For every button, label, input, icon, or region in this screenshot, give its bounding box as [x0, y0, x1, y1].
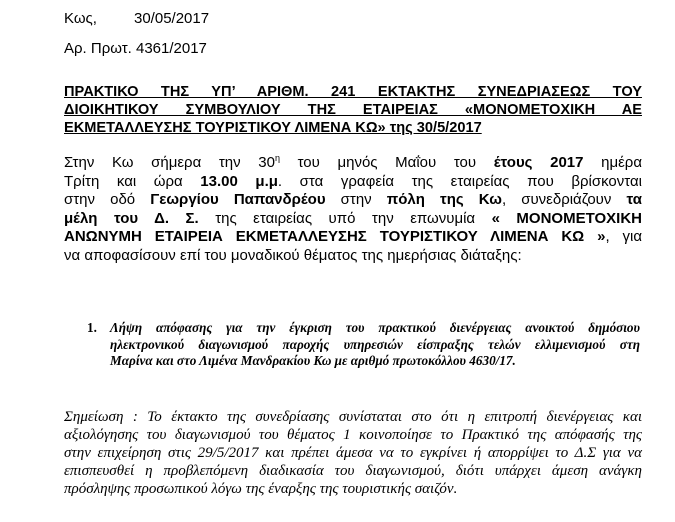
intro-line: Τρίτη και ώρα 13.00 μ.μ. στα γραφεία της εταιρείας που βρίσκονται [64, 172, 642, 190]
document-title [64, 83, 642, 137]
agenda-item-number: 1. [87, 320, 97, 335]
note-line: επισπευσθεί η προβλεπόμενη διαδικασία του διαγωνισμού, διότι υπάρχει άμεση ανάγκη [64, 463, 642, 479]
intro-paragraph [64, 154, 642, 266]
agenda-line: ηλεκτρονικού διαγωνισμού παροχής υπηρεσιών είσπραξης τελών ελλιμενισμού στη [110, 336, 640, 352]
intro-line: Στην Κω σήμερα την $30^\eta$ του μηνός Μαΐου του έτους 2017 ημέρα [64, 153, 642, 171]
intro-line: στην οδό Γεωργίου Παπανδρέου στην πόλη της Κω, συνεδριάζουν τα [64, 191, 642, 209]
agenda-line: Μαρίνα και στο Λιμένα Μανδρακίου Κω με αριθμό πρωτοκόλλου 4630/17. [110, 353, 516, 368]
intro-line: μέλη του Δ. Σ. της εταιρείας υπό την επωνυμία « ΜΟΝΟΜΕΤΟΧΙΚΗ [64, 209, 642, 227]
note-line: πρόσληψης προσωπικού λόγω της έναρξης της τουριστικής σαιζόν. [64, 481, 458, 497]
document-date: 30/05/2017 [134, 10, 210, 27]
place: Κως, [64, 10, 97, 27]
intro-line: να αποφασίσουν επί του μοναδικού θέματος της ημερήσιας διάταξης: [64, 246, 522, 264]
title-line: ΔΙΟΙΚΗΤΙΚΟΥ ΣΥΜΒΟΥΛΙΟΥ ΤΗΣ ΕΤΑΙΡΕΙΑΣ «ΜΟΝΟΜΕΤΟΧΙΚΗ ΑΕ [64, 102, 642, 118]
note-line: αξιολόγησης του διαγωνισμού του θέματος 1 κοινοποίησε το Πρακτικό της απόφασής της [64, 427, 642, 443]
intro-line: ΑΝΩΝΥΜΗ ΕΤΑΙΡΕΙΑ ΕΚΜΕΤΑΛΛΕΥΣΗΣ ΤΟΥΡΙΣΤΙΚΟΥ ΛΙΜΕΝΑ ΚΩ », για [64, 228, 643, 246]
note-line: Σημείωση : Το έκτακτο της συνεδρίασης συνίσταται στο ότι η επιτροπή διενέργειας και [64, 409, 642, 425]
title-line: ΕΚΜΕΤΑΛΛΕΥΣΗΣ ΤΟΥΡΙΣΤΙΚΟΥ ΛΙΜΕΝΑ ΚΩ» της 30/5/2017 [64, 120, 482, 136]
note-paragraph [64, 408, 642, 498]
title-line: ΠΡΑΚΤΙΚΟ ΤΗΣ ΥΠ’ ΑΡΙΘΜ. 241 ΕΚΤΑΚΤΗΣ ΣΥΝΕΔΡΙΑΣΕΩΣ ΤΟΥ [64, 84, 642, 100]
agenda-item [110, 320, 640, 370]
agenda-line: Λήψη απόφασης για την έγκριση του πρακτικού διενέργειας ανοικτού δημόσιου [110, 320, 640, 335]
protocol-number: Αρ. Πρωτ. 4361/2017 [64, 40, 207, 57]
note-line: στην επιχείρηση στις 29/5/2017 και πρέπει άμεσα να το εγκρίνει ή απορρίψει το Δ.Σ για να [64, 445, 642, 461]
